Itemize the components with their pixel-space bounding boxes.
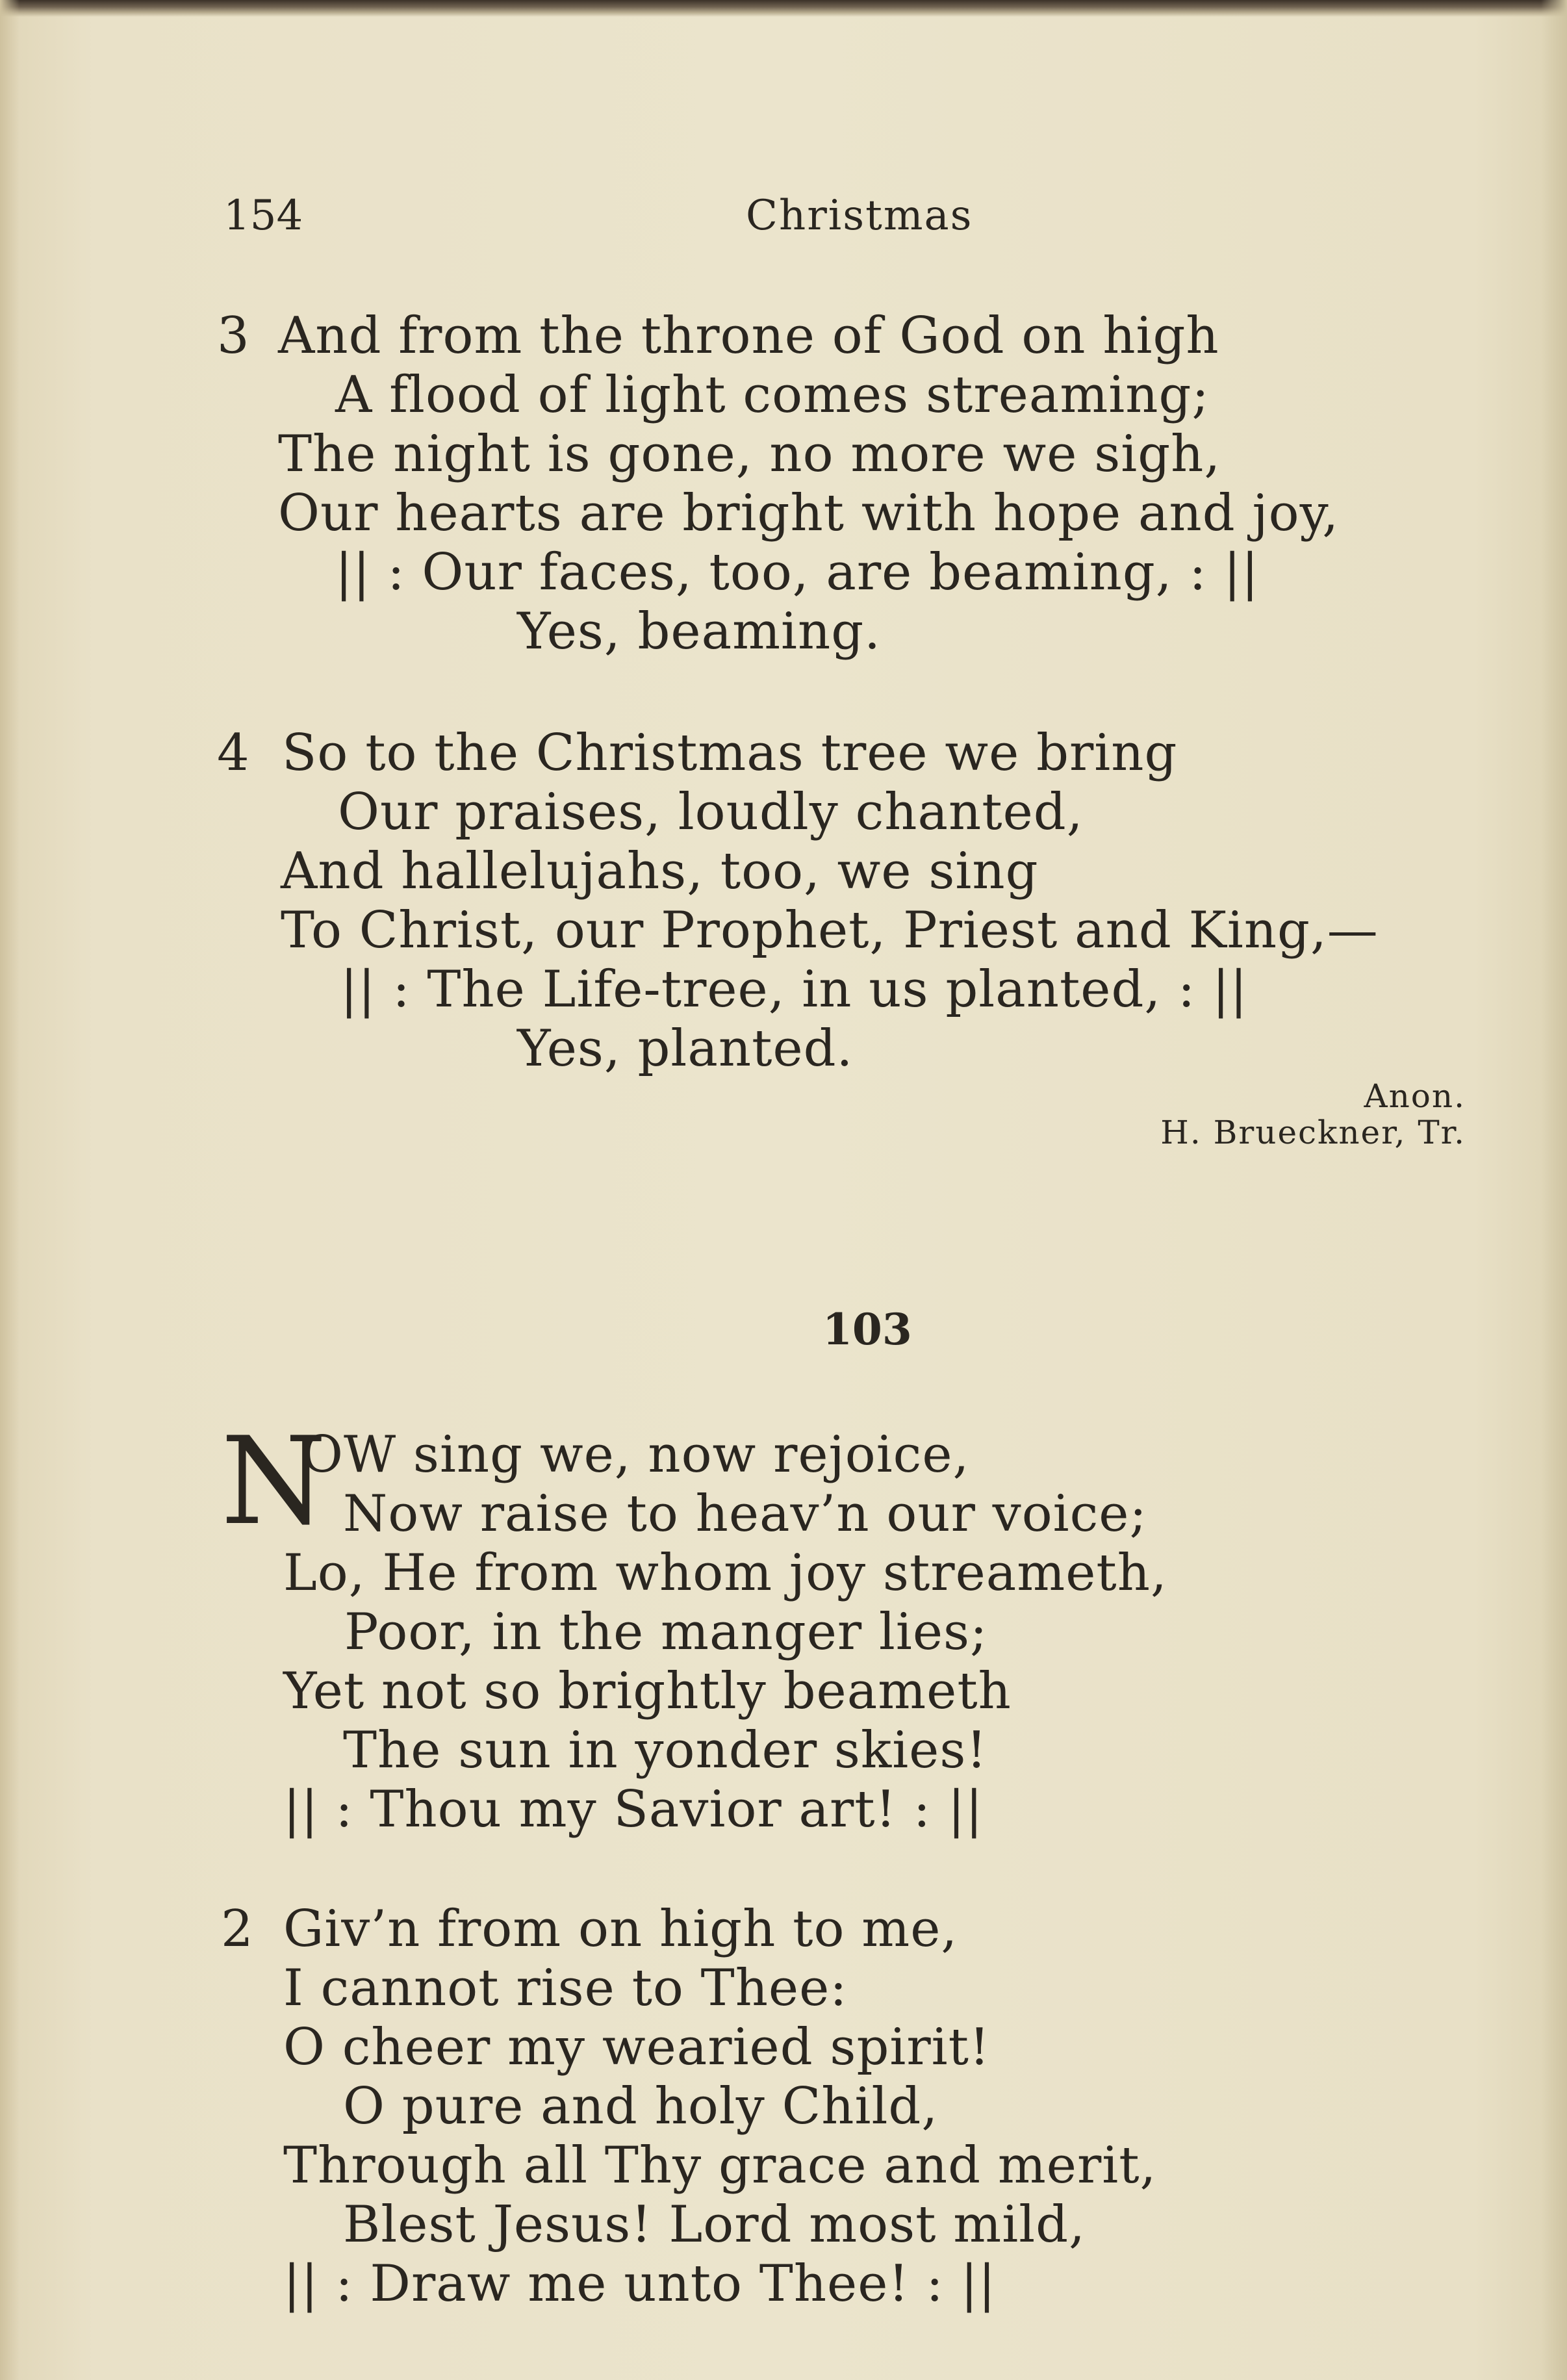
verse-line: Yes, planted. [517,1019,854,1078]
verse-line: Poor, in the manger lies; [344,1603,988,1661]
verse-line: Our praises, loudly chanted, [338,783,1084,841]
verse-line: Yes, beaming. [517,602,881,661]
verse-line: I cannot rise to Thee: [283,1959,848,2017]
hymn-number: 103 [822,1304,912,1355]
page-top-edge [0,0,1567,17]
verse-line: A flood of light comes streaming; [335,366,1210,424]
verse-line: The night is gone, no more we sigh, [278,425,1221,483]
verse-number: 4 [217,724,249,782]
drop-cap: N [221,1411,327,1552]
verse-line: || : Our faces, too, are beaming, : || [335,543,1260,602]
verse-line: Giv’n from on high to me, [283,1900,958,1958]
verse-line: || : Draw me unto Thee! : || [283,2255,997,2313]
verse-line: To Christ, our Prophet, Priest and King,— [281,901,1379,960]
running-title: Christmas [746,192,973,240]
verse-line: O cheer my wearied spirit! [283,2018,991,2077]
verse-line: Through all Thy grace and merit, [283,2136,1157,2195]
verse-line: Blest Jesus! Lord most mild, [343,2195,1086,2254]
verse-number: 3 [217,307,249,365]
verse-line: And from the throne of God on high [278,307,1219,365]
verse-line: Our hearts are bright with hope and joy, [278,484,1340,543]
page-number: 154 [223,192,303,240]
verse-line: || : The Life-tree, in us planted, : || [340,960,1248,1019]
translator-credit: H. Brueckner, Tr. [1160,1114,1466,1151]
verse-line: Now raise to heav’n our voice; [343,1485,1147,1543]
verse-number: 2 [221,1900,253,1958]
author-credit: Anon. [1364,1077,1466,1115]
verse-line: || : Thou my Savior art! : || [283,1780,984,1839]
page-right-edge [1541,0,1567,2380]
verse-line: And hallelujahs, too, we sing [281,842,1039,901]
verse-line: Yet not so brightly beameth [283,1662,1012,1721]
verse-line: OW sing we, now rejoice, [301,1426,970,1484]
verse-line: The sun in yonder skies! [343,1721,987,1780]
page-left-edge [0,0,19,2380]
verse-line: So to the Christmas tree we bring [282,724,1178,782]
verse-line: O pure and holy Child, [343,2077,939,2136]
verse-line: Lo, He from whom joy streameth, [283,1544,1167,1602]
